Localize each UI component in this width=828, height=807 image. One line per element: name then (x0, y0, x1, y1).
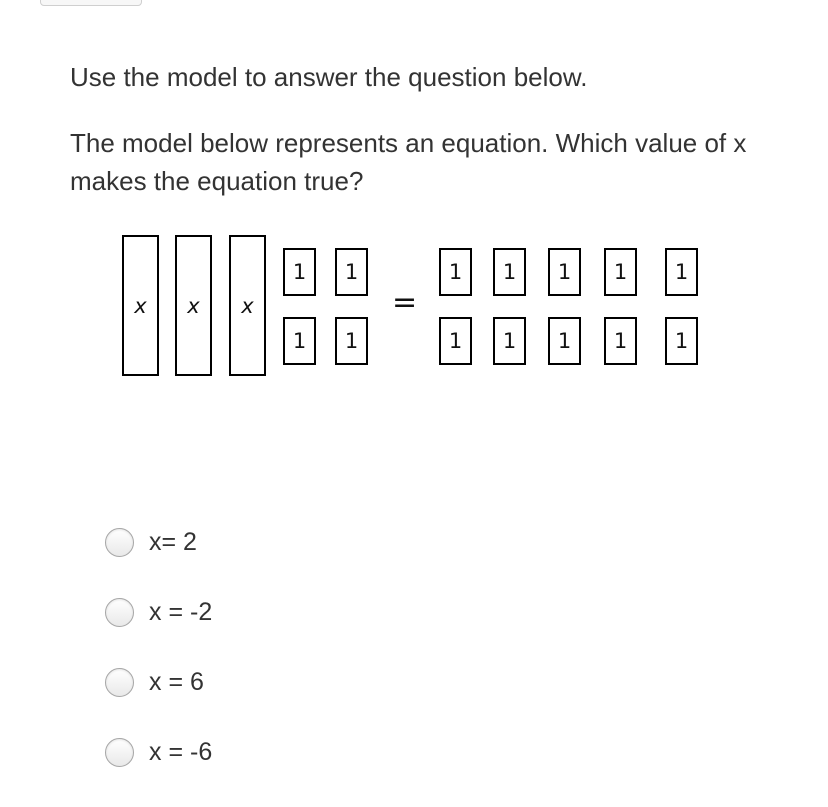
unit-tile: 1 (548, 248, 581, 296)
radio-button-icon[interactable] (105, 598, 134, 627)
radio-button-icon[interactable] (105, 668, 134, 697)
unit-tile: 1 (548, 317, 581, 365)
answer-choices (105, 525, 505, 805)
choice-option[interactable] (105, 665, 505, 699)
instruction-text: Use the model to answer the question below. (70, 62, 588, 92)
radio-button-icon[interactable] (105, 528, 134, 557)
unit-tile: 1 (493, 317, 526, 365)
unit-tile: 1 (665, 248, 698, 296)
unit-tile: 1 (283, 317, 316, 365)
equals-sign: = (392, 285, 418, 320)
choice-label[interactable]: x = -2 (149, 598, 213, 626)
unit-tile: 1 (335, 248, 368, 296)
unit-tile: 1 (439, 317, 472, 365)
unit-tile: 1 (283, 248, 316, 296)
x-tile: x (122, 235, 159, 376)
x-tile: x (229, 235, 266, 376)
choice-option[interactable] (105, 525, 505, 559)
choice-label[interactable]: x= 2 (149, 528, 197, 556)
choice-option[interactable] (105, 595, 505, 629)
unit-tile: 1 (604, 248, 637, 296)
unit-tile: 1 (439, 248, 472, 296)
x-tile: x (175, 235, 212, 376)
unit-tile: 1 (493, 248, 526, 296)
choice-label[interactable]: x = 6 (149, 668, 204, 696)
unit-tile: 1 (335, 317, 368, 365)
unit-tile: 1 (604, 317, 637, 365)
radio-button-icon[interactable] (105, 738, 134, 767)
question-text: The model below represents an equation. Which value of x makes the equation true? (70, 128, 747, 196)
unit-tile: 1 (665, 317, 698, 365)
choice-option[interactable] (105, 735, 505, 769)
choice-label[interactable]: x = -6 (149, 738, 213, 766)
